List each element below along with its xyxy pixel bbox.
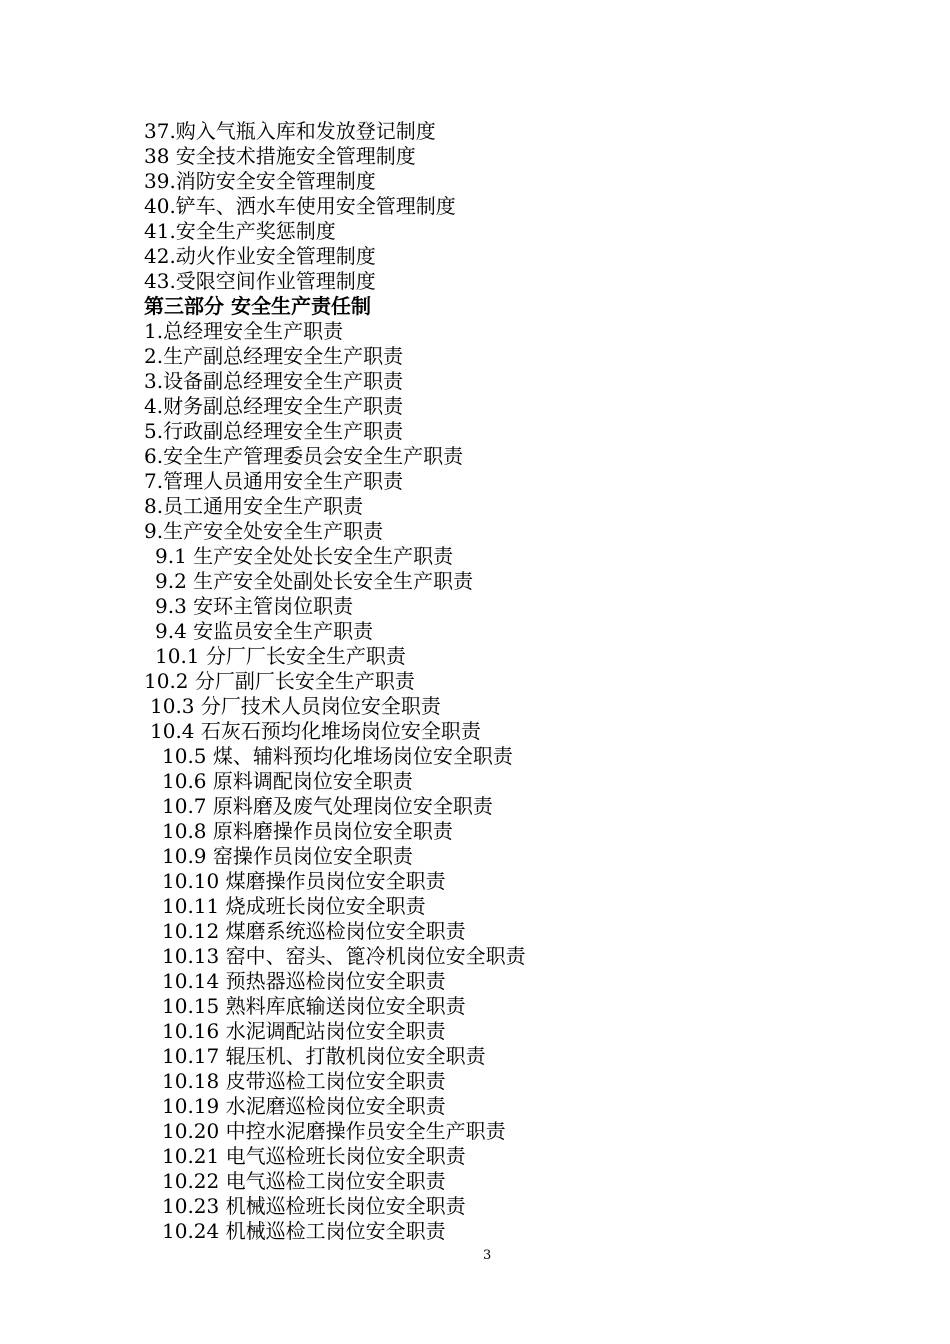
toc-line: 7.管理人员通用安全生产职责 — [144, 469, 404, 493]
toc-line: 10.12 煤磨系统巡检岗位安全职责 — [162, 919, 466, 943]
toc-line: 10.1 分厂厂长安全生产职责 — [155, 644, 406, 668]
section-heading: 第三部分 安全生产责任制 — [144, 294, 371, 318]
toc-line: 6.安全生产管理委员会安全生产职责 — [144, 444, 464, 468]
toc-line: 9.1 生产安全处处长安全生产职责 — [155, 544, 454, 568]
toc-line: 10.14 预热器巡检岗位安全职责 — [162, 969, 446, 993]
toc-line: 10.6 原料调配岗位安全职责 — [162, 769, 413, 793]
toc-line: 42.动火作业安全管理制度 — [144, 244, 376, 268]
toc-line: 3.设备副总经理安全生产职责 — [144, 369, 404, 393]
toc-line: 10.18 皮带巡检工岗位安全职责 — [162, 1069, 446, 1093]
toc-line: 10.8 原料磨操作员岗位安全职责 — [162, 819, 453, 843]
toc-line: 10.20 中控水泥磨操作员安全生产职责 — [162, 1119, 506, 1143]
toc-line: 2.生产副总经理安全生产职责 — [144, 344, 404, 368]
toc-line: 9.4 安监员安全生产职责 — [155, 619, 374, 643]
toc-line: 10.9 窑操作员岗位安全职责 — [162, 844, 413, 868]
toc-line: 10.21 电气巡检班长岗位安全职责 — [162, 1144, 466, 1168]
toc-line: 10.7 原料磨及废气处理岗位安全职责 — [162, 794, 493, 818]
toc-line: 5.行政副总经理安全生产职责 — [144, 419, 404, 443]
toc-line: 10.13 窑中、窑头、篦冷机岗位安全职责 — [162, 944, 526, 968]
toc-line: 10.2 分厂副厂长安全生产职责 — [144, 669, 415, 693]
toc-line: 9.生产安全处安全生产职责 — [144, 519, 384, 543]
toc-line: 10.17 辊压机、打散机岗位安全职责 — [162, 1044, 486, 1068]
toc-line: 9.2 生产安全处副处长安全生产职责 — [155, 569, 474, 593]
toc-line: 10.15 熟料库底输送岗位安全职责 — [162, 994, 466, 1018]
toc-line: 10.4 石灰石预均化堆场岗位安全职责 — [150, 719, 481, 743]
toc-line: 41.安全生产奖惩制度 — [144, 219, 336, 243]
toc-line: 10.23 机械巡检班长岗位安全职责 — [162, 1194, 466, 1218]
toc-line: 38 安全技术措施安全管理制度 — [144, 144, 416, 168]
toc-line: 10.5 煤、辅料预均化堆场岗位安全职责 — [162, 744, 513, 768]
toc-line: 1.总经理安全生产职责 — [144, 319, 344, 343]
toc-line: 10.19 水泥磨巡检岗位安全职责 — [162, 1094, 446, 1118]
toc-line: 10.16 水泥调配站岗位安全职责 — [162, 1019, 446, 1043]
toc-line: 10.22 电气巡检工岗位安全职责 — [162, 1169, 446, 1193]
toc-line: 10.24 机械巡检工岗位安全职责 — [162, 1219, 446, 1243]
toc-line: 39.消防安全安全管理制度 — [144, 169, 376, 193]
toc-line: 4.财务副总经理安全生产职责 — [144, 394, 404, 418]
toc-line: 8.员工通用安全生产职责 — [144, 494, 364, 518]
toc-line: 10.10 煤磨操作员岗位安全职责 — [162, 869, 446, 893]
toc-line: 40.铲车、洒水车使用安全管理制度 — [144, 194, 456, 218]
page-number: 3 — [483, 1248, 492, 1263]
toc-line: 9.3 安环主管岗位职责 — [155, 594, 354, 618]
toc-line: 10.11 烧成班长岗位安全职责 — [162, 894, 426, 918]
toc-line: 10.3 分厂技术人员岗位安全职责 — [150, 694, 441, 718]
toc-line: 37.购入气瓶入库和发放登记制度 — [144, 119, 436, 143]
toc-line: 43.受限空间作业管理制度 — [144, 269, 376, 293]
